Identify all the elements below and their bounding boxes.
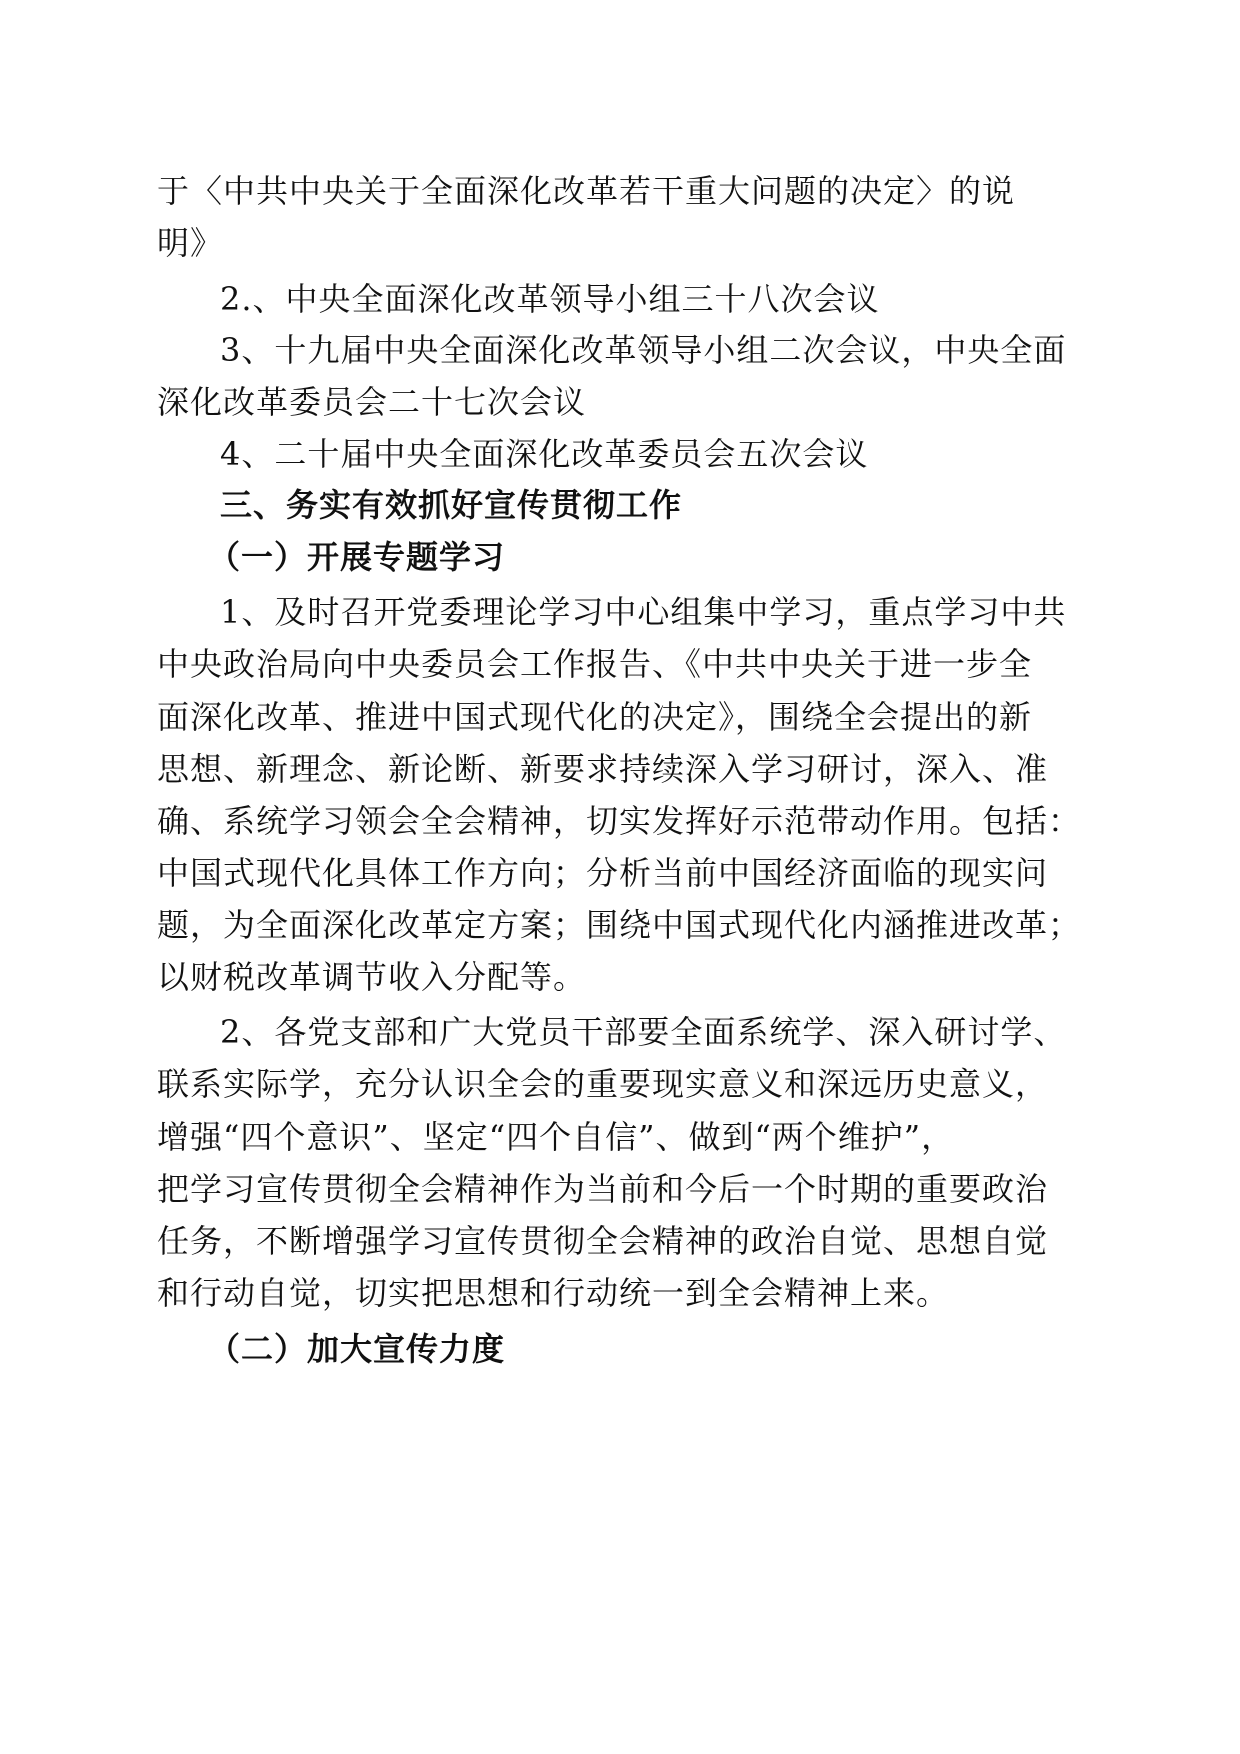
paragraph-line: 面深化改革、推进中国式现代化的决定》，围绕全会提出的新 xyxy=(157,698,1033,736)
paragraph-line: 和行动自觉，切实把思想和行动统一到全会精神上来。 xyxy=(157,1274,950,1312)
paragraph-line: 增强“四个意识”、坚定“四个自信”、做到“两个维护”， xyxy=(157,1118,955,1156)
paragraph-line: 以财税改革调节收入分配等。 xyxy=(157,958,587,996)
subsection-heading: （一）开展专题学习 xyxy=(208,538,506,576)
list-item: 2.、中央全面深化改革领导小组三十八次会议 xyxy=(220,280,880,318)
list-item: 4、二十届中央全面深化改革委员会五次会议 xyxy=(220,435,869,473)
text-line: 深化改革委员会二十七次会议 xyxy=(157,383,587,421)
paragraph-line: 联系实际学，充分认识全会的重要现实意义和深远历史意义， xyxy=(157,1065,1049,1103)
section-heading: 三、务实有效抓好宣传贯彻工作 xyxy=(220,486,683,524)
text-line: 明》 xyxy=(157,224,224,262)
paragraph-line: 2、各党支部和广大党员干部要全面系统学、深入研讨学、 xyxy=(220,1013,1067,1051)
paragraph-line: 把学习宣传贯彻全会精神作为当前和今后一个时期的重要政治 xyxy=(157,1170,1049,1208)
paragraph-line: 中央政治局向中央委员会工作报告、《中共中央关于进一步全 xyxy=(157,645,1033,683)
list-item: 3、十九届中央全面深化改革领导小组二次会议，中央全面 xyxy=(220,331,1067,369)
paragraph-line: 确、系统学习领会全会精神，切实发挥好示范带动作用。包括： xyxy=(157,802,1082,840)
paragraph-line: 任务，不断增强学习宣传贯彻全会精神的政治自觉、思想自觉 xyxy=(157,1222,1049,1260)
subsection-heading: （二）加大宣传力度 xyxy=(208,1330,506,1368)
paragraph-line: 1、及时召开党委理论学习中心组集中学习，重点学习中共 xyxy=(220,593,1067,631)
paragraph-line: 中国式现代化具体工作方向；分析当前中国经济面临的现实问 xyxy=(157,854,1049,892)
paragraph-line: 题，为全面深化改革定方案；围绕中国式现代化内涵推进改革； xyxy=(157,906,1082,944)
paragraph-line: 思想、新理念、新论断、新要求持续深入学习研讨，深入、准 xyxy=(157,750,1049,788)
text-line: 于〈中共中央关于全面深化改革若干重大问题的决定〉的说 xyxy=(157,172,1016,210)
